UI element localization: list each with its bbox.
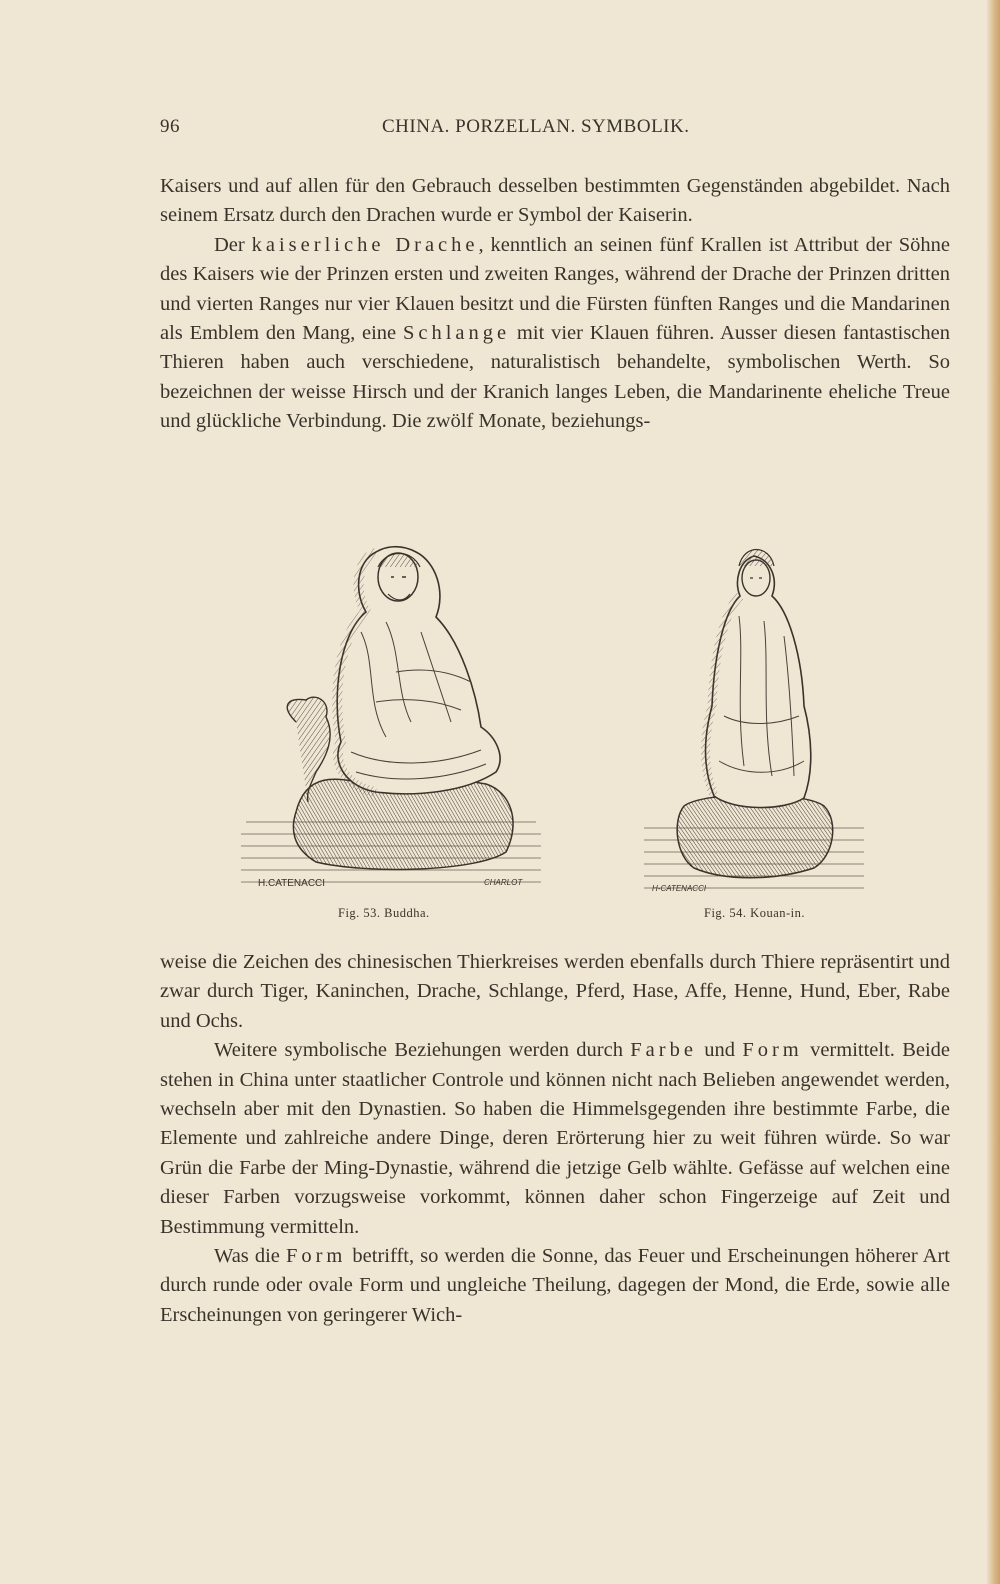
engraver-signature-right: CHARLOT: [484, 878, 523, 887]
engraver-signature-left: H.CATENACCI: [258, 878, 326, 889]
paragraph: Kaisers und auf allen für den Gebrauch desselben bestimmten Gegenständen abgebildet. Nach seinem Ersatz durch den Drachen wurde er Symbol der Kaiserin.: [160, 175, 950, 227]
text-run: mit vier Klauen führen. Ausser diesen fantastischen Thieren haben auch verschiedene, naturalistisch behandelte, symbolischen Werth. So bezeichnen der weisse Hirsch und der Kranich langes Leben, die Mandarinente eheliche Treue und glückliche Verbindung. Die zwölf Monate, beziehungs-: [160, 322, 950, 433]
page-edge: [986, 0, 1000, 1584]
spaced-term: Schlange: [402, 322, 511, 345]
figure-caption-54: Fig. 54. Kouan-in.: [704, 906, 806, 920]
text-run: vermittelt. Beide stehen in China unter staatlicher Controle und können nicht nach Belieben angewendet werden, wechseln aber mit den Dynastien. So haben die Himmelsgegenden ihre bestimmte Farbe, die Elemente und zahlreiche andere Dinge, deren Erörterung hier zu weit führen würde. So war Grün die Farbe der Ming-Dynastie, während die jetzige Gelb wählte. Gefässe auf welchen eine dieser Farben vorzugsweise vorkommt, können daher schon Fingerzeige auf Zeit und Bestimmung vermitteln.: [160, 1039, 951, 1238]
text-run: Der: [214, 233, 252, 256]
text-block-top: [160, 172, 950, 437]
spaced-term: Form: [742, 1039, 803, 1062]
page-number: 96: [160, 116, 180, 137]
figure-kouan-in: [644, 536, 868, 896]
engraver-signature: H-CATENACCI: [652, 884, 707, 893]
text-run: , kenntlich an seinen fünf Krallen ist Attribut der Söhne des Kaisers wie der Prinzen ersten und zweiten Ranges, während der Drache der Prinzen dritten und vierten Ranges nur vier Klauen besitzt und die Fürsten fünften Ranges und die Mandarinen als Emblem den Mang, eine: [160, 233, 950, 345]
text-run: betrifft, so werden die Sonne, das Feuer und Erscheinungen höherer Art durch runde oder ovale Form und ungleiche Theilung, dagegen der Mond, die Erde, sowie alle Erscheinungen von geringerer Wich-: [160, 1245, 950, 1326]
text-run: Weitere symbolische Beziehungen werden durch: [214, 1039, 631, 1062]
text-run: Was die: [214, 1245, 286, 1268]
paragraph: [160, 1242, 950, 1330]
buddha-engraving: [236, 522, 546, 904]
paragraph: [160, 231, 950, 437]
figure-caption-53: Fig. 53. Buddha.: [338, 906, 430, 920]
spaced-term: Farbe: [630, 1039, 697, 1062]
running-title: CHINA. PORZELLAN. SYMBOLIK.: [382, 116, 690, 137]
paragraph: weise die Zeichen des chinesischen Thierkreises werden ebenfalls durch Thiere repräsentirt und zwar durch Tiger, Kaninchen, Drache, Schlange, Pferd, Hase, Affe, Henne, Hund, Eber, Rabe und Ochs.: [160, 951, 950, 1032]
text-run: und: [696, 1039, 743, 1062]
figure-buddha: [236, 522, 546, 904]
spaced-term: kaiserliche Drache: [251, 233, 479, 256]
text-block-bottom: [160, 948, 950, 1330]
paragraph: [160, 1036, 950, 1242]
running-header: [160, 116, 950, 146]
kouan-in-engraving: [644, 536, 868, 896]
spaced-term: Form: [285, 1245, 347, 1268]
